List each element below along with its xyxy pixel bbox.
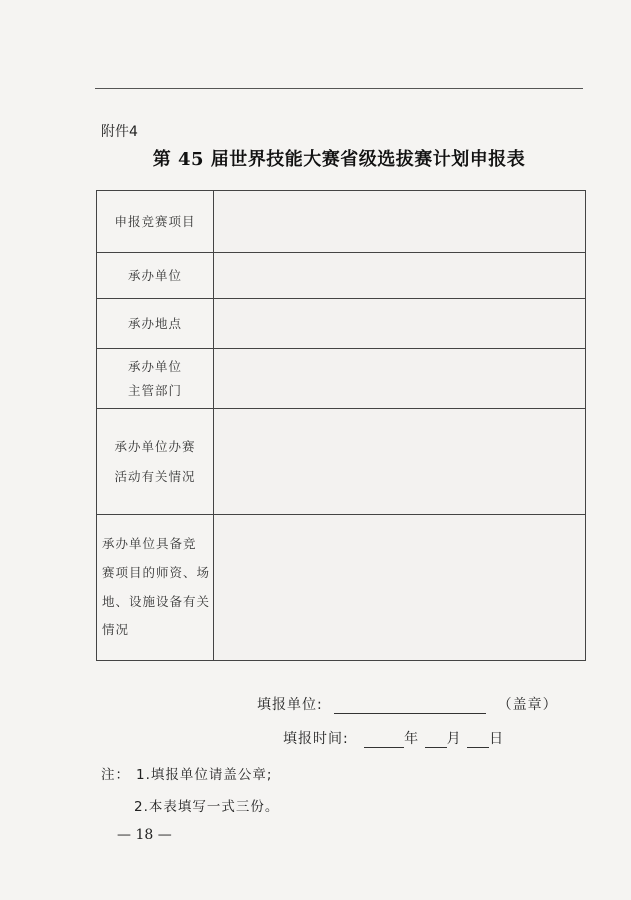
form-row: [97, 253, 586, 299]
note-line-1: [101, 763, 272, 783]
month-field[interactable]: [425, 731, 447, 748]
form-label-resources: 承办单位具备竞 赛项目的师资、场 地、设施设备有关 情况: [97, 515, 214, 661]
signature-time-label: 填报时间:: [283, 731, 349, 747]
form-label-competition-item: 申报竞赛项目: [97, 191, 214, 253]
form-row: [97, 409, 586, 515]
form-label-event-activities: 承办单位办赛 活动有关情况: [97, 409, 214, 515]
form-value-resources[interactable]: [214, 515, 586, 661]
note-line-2: [134, 795, 279, 815]
form-label-host-unit: 承办单位: [97, 253, 214, 299]
form-value-event-activities[interactable]: [214, 409, 586, 515]
form-row: [97, 349, 586, 409]
note-item-1: 1.填报单位请盖公章;: [136, 767, 273, 783]
day-label: 日: [489, 731, 505, 747]
signature-unit-field[interactable]: [334, 697, 486, 714]
form-row: [97, 191, 586, 253]
form-value-host-unit[interactable]: [214, 253, 586, 299]
day-field[interactable]: [467, 731, 489, 748]
form-row: [97, 299, 586, 349]
signature-time-line: [283, 728, 504, 748]
notes-prefix: 注：: [101, 767, 130, 783]
year-label: 年: [404, 731, 420, 747]
form-value-host-location[interactable]: [214, 299, 586, 349]
form-label-host-location: 承办地点: [97, 299, 214, 349]
form-value-supervising-dept[interactable]: [214, 349, 586, 409]
header-rule: [95, 88, 583, 89]
year-field[interactable]: [364, 731, 404, 748]
page-number: — 18 —: [117, 827, 172, 843]
month-label: 月: [446, 731, 462, 747]
form-label-supervising-dept: 承办单位 主管部门: [97, 349, 214, 409]
attachment-label: 附件4: [101, 124, 138, 140]
note-item-2: 2.本表填写一式三份。: [134, 799, 280, 815]
form-row: [97, 515, 586, 661]
signature-unit-line: [257, 694, 558, 714]
form-title: 第 45 届世界技能大赛省级选拔赛计划申报表: [152, 149, 526, 170]
application-form-table: [96, 190, 586, 661]
signature-unit-label: 填报单位:: [257, 697, 323, 713]
seal-note: （盖章）: [497, 697, 558, 713]
form-value-competition-item[interactable]: [214, 191, 586, 253]
